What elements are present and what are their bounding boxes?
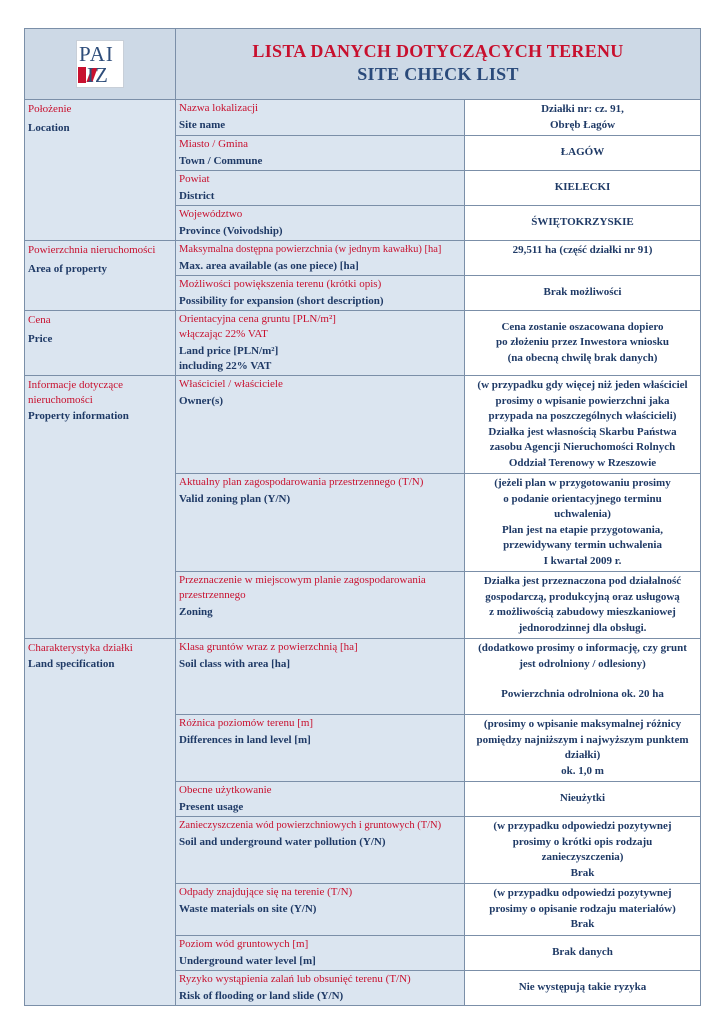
label-max-area (176, 241, 465, 276)
title-polish: LISTA DANYCH DOTYCZĄCYCH TERENU (252, 41, 624, 61)
logo-mark-icon (78, 67, 86, 83)
field-label-pl: Właściciel / właściciele (179, 378, 283, 390)
label-zoning-plan (176, 474, 465, 572)
field-label-pl: Maksymalna dostępna powierzchnia (w jednym kawałku) [ha] (179, 244, 442, 255)
category-price (25, 311, 176, 376)
value-gap (469, 672, 696, 687)
value-usage: Nieużytki (465, 782, 701, 817)
label-groundwater (176, 935, 465, 970)
field-label-en: District (179, 190, 215, 202)
category-label-en: Location (28, 122, 70, 134)
field-label-pl: Miasto / Gmina (179, 138, 249, 150)
label-zoning (176, 572, 465, 639)
label-province (176, 206, 465, 241)
value-pollution: (w przypadku odpowiedzi pozytywnej prosimy o krótki opis rodzaju zanieczyszczenia) Brak (465, 817, 701, 884)
field-label-en: Possibility for expansion (short description) (179, 295, 384, 307)
row-max-area (25, 241, 701, 276)
field-label-pl: Ryzyko wystąpienia zalań lub obsunięć terenu (T/N) (179, 972, 411, 985)
row-soil (25, 639, 701, 715)
value-site-name: Działki nr: cz. 91, Obręb Łagów (465, 100, 701, 136)
label-usage (176, 782, 465, 817)
row-owner (25, 376, 701, 474)
field-label-pl: Orientacyjna cena gruntu [PLN/m²] (179, 313, 336, 325)
field-label-pl: Przeznaczenie w miejscowym planie zagospodarowania przestrzennego (179, 574, 426, 601)
label-expansion (176, 276, 465, 311)
site-check-list-table (24, 28, 701, 1006)
category-label-en: Price (28, 333, 53, 345)
field-label-pl: Klasa gruntów wraz z powierzchnią [ha] (179, 641, 358, 653)
row-land-price (25, 311, 701, 376)
field-label-en: Waste materials on site (Y/N) (179, 903, 317, 915)
field-label-pl: Zanieczyszczenia wód powierzchniowych i gruntowych (T/N) (179, 820, 442, 831)
category-land (25, 639, 176, 1006)
field-label-en: Risk of flooding or land slide (Y/N) (179, 989, 344, 1002)
label-district (176, 171, 465, 206)
field-label-en: Soil and underground water pollution (Y/N) (179, 836, 386, 848)
value-levels: (prosimy o wpisanie maksymalnej różnicy pomiędzy najniższym i najwyższym punktem działki) ok. 1,0 m (465, 715, 701, 782)
title-cell (176, 29, 701, 100)
value-expansion: Brak możliwości (465, 276, 701, 311)
field-label-pl: Różnica poziomów terenu [m] (179, 717, 314, 729)
label-waste (176, 884, 465, 936)
header-row (25, 29, 701, 100)
value-waste: (w przypadku odpowiedzi pozytywnej prosimy o opisanie rodzaju materiałów) Brak (465, 884, 701, 936)
category-label-en: Land specification (28, 658, 115, 670)
field-label-pl: Nazwa lokalizacji (179, 102, 259, 114)
field-label-en: Zoning (179, 606, 213, 618)
field-label-en: Province (Voivodship) (179, 225, 283, 237)
value-zoning: Działka jest przeznaczona pod działalność gospodarczą, produkcyjną oraz usługową z możliwością zabudowy mieszkaniowej jednorodzinnej dla obsługi. (465, 572, 701, 639)
value-groundwater: Brak danych (465, 935, 701, 970)
field-label-en: Land price [PLN/m²] (179, 345, 279, 357)
field-label-en: Soil class with area [ha] (179, 658, 291, 670)
title-english: SITE CHECK LIST (357, 64, 519, 84)
category-label-pl: Charakterystyka działki (28, 642, 133, 654)
field-label-pl: Powiat (179, 173, 210, 185)
value-soil-note: (dodatkowo prosimy o informację, czy grunt jest odrolniony / odlesiony) (478, 642, 687, 670)
field-label-en: Town / Commune (179, 155, 263, 167)
field-label-pl: Aktualny plan zagospodarowania przestrzennego (T/N) (179, 476, 424, 488)
value-max-area: 29,511 ha (część działki nr 91) (465, 241, 701, 276)
value-province: ŚWIĘTOKRZYSKIE (465, 206, 701, 241)
value-district: KIELECKI (465, 171, 701, 206)
category-label-pl: Cena (28, 314, 51, 326)
label-soil (176, 639, 465, 715)
field-label-pl: Poziom wód gruntowych [m] (179, 937, 309, 950)
field-label-en: Underground water level [m] (179, 954, 316, 967)
label-site-name (176, 100, 465, 136)
label-owner (176, 376, 465, 474)
category-label-en: Property information (28, 410, 129, 422)
field-label-en: Site name (179, 119, 226, 131)
field-label-pl: Odpady znajdujące się na terenie (T/N) (179, 886, 353, 898)
category-property (25, 376, 176, 639)
label-levels (176, 715, 465, 782)
field-label-en: Differences in land level [m] (179, 734, 311, 746)
category-area (25, 241, 176, 311)
site-check-list-sheet (24, 28, 700, 1006)
field-label-en: Max. area available (as one piece) [ha] (179, 260, 359, 272)
paiiz-logo (76, 40, 124, 88)
value-soil (465, 639, 701, 715)
field-label-en: Present usage (179, 801, 244, 813)
field-label-pl-2: włączając 22% VAT (179, 328, 268, 340)
logo-text-bottom: IZ (87, 63, 109, 87)
field-label-pl: Możliwości powiększenia terenu (krótki opis) (179, 278, 382, 290)
logo-cell (25, 29, 176, 100)
category-location (25, 100, 176, 241)
field-label-pl: Obecne użytkowanie (179, 784, 272, 796)
logo-text-top: PAI (79, 42, 114, 66)
value-owner: (w przypadku gdy więcej niż jeden właściciel prosimy o wpisanie powierzchni jaka przypada na poszczególnych właścicieli) Działka jest własnością Skarbu Państwa zasobu Agencji Nieruchomości Rolnych Oddział Terenowy w Rzeszowie (465, 376, 701, 474)
label-land-price (176, 311, 465, 376)
label-town (176, 136, 465, 171)
value-soil-area: Powierzchnia odrolniona ok. 20 ha (501, 688, 664, 700)
value-zoning-plan: (jeżeli plan w przygotowaniu prosimy o podanie orientacyjnego terminu uchwalenia) Plan jest na etapie przygotowania, przewidywany termin uchwalenia I kwartał 2009 r. (465, 474, 701, 572)
label-flooding (176, 970, 465, 1005)
row-site-name (25, 100, 701, 136)
field-label-en: Valid zoning plan (Y/N) (179, 493, 291, 505)
category-label-en: Area of property (28, 263, 108, 275)
category-label-pl: Powierzchnia nieruchomości (28, 244, 156, 256)
value-town: ŁAGÓW (465, 136, 701, 171)
label-pollution (176, 817, 465, 884)
category-label-pl: Położenie (28, 103, 72, 115)
field-label-en: Owner(s) (179, 395, 223, 407)
field-label-en-2: including 22% VAT (179, 360, 272, 372)
value-land-price: Cena zostanie oszacowana dopiero po złożeniu przez Inwestora wniosku (na obecną chwilę brak danych) (465, 311, 701, 376)
category-label-pl: Informacje dotyczące nieruchomości (28, 379, 123, 406)
value-flooding: Nie występują takie ryzyka (465, 970, 701, 1005)
field-label-pl: Województwo (179, 208, 243, 220)
